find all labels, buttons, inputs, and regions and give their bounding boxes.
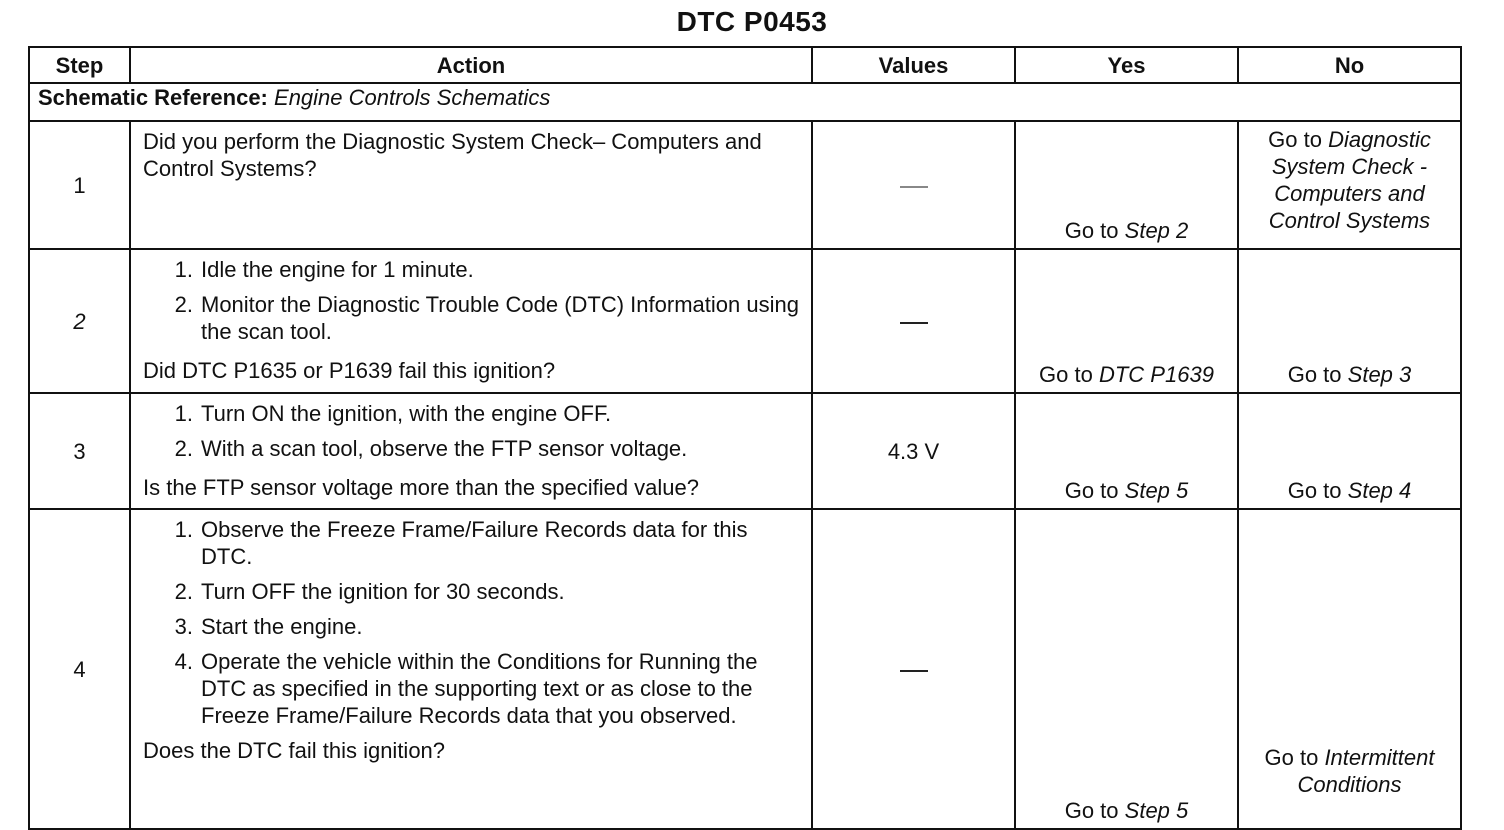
no-target: Intermittent Conditions [1297,745,1435,797]
step-number: 2 [29,249,130,393]
header-step: Step [29,47,130,83]
schematic-reference [29,83,1461,121]
schematic-reference-value: Engine Controls Schematics [274,85,551,110]
values-cell [812,249,1015,393]
list-item: 4. Operate the vehicle within the Conditions for Running the DTC as specified in the supporting text or as close to the Freeze Frame/Failure Records data that you observed. [174,649,758,728]
list-item: 3. Start the engine. [174,614,363,639]
table-row [29,393,1461,509]
list-item: 1. Observe the Freeze Frame/Failure Records data for this DTC. [174,517,748,569]
list-item: 1. Turn ON the ignition, with the engine OFF. [174,401,612,426]
action-question: Did DTC P1635 or P1639 fail this ignition? [143,358,556,383]
dash-icon [900,670,928,672]
dash-icon [900,322,928,324]
table-row [29,121,1461,249]
no-target: Step 4 [1347,478,1412,503]
values-cell: 4.3 V [812,393,1015,509]
action-cell [130,509,812,829]
no-prefix: Go to [1264,745,1319,770]
yes-target: DTC P1639 [1098,362,1214,387]
dash-icon [900,186,928,188]
header-yes: Yes [1015,47,1238,83]
yes-prefix: Go to [1064,218,1119,243]
header-row [29,47,1461,83]
step-number: 1 [29,121,130,249]
no-prefix: Go to [1287,362,1342,387]
action-question: Does the DTC fail this ignition? [143,738,446,763]
yes-prefix: Go to [1064,478,1119,503]
table-row [29,249,1461,393]
action-question: Is the FTP sensor voltage more than the specified value? [143,475,700,500]
action-steps [143,400,803,462]
header-no: No [1238,47,1461,83]
table-row [29,509,1461,829]
no-target: Diagnostic System Check - Computers and Control Systems [1268,127,1431,233]
action-question: Did you perform the Diagnostic System Check– Computers and Control Systems? [143,129,762,181]
no-target: Step 3 [1347,362,1412,387]
no-prefix: Go to [1287,478,1342,503]
list-item: 1. Idle the engine for 1 minute. [174,257,474,282]
yes-target: Step 5 [1124,798,1189,823]
schematic-reference-label: Schematic Reference: [38,85,268,110]
list-item: 2. With a scan tool, observe the FTP sensor voltage. [174,436,688,461]
list-item: 2. Monitor the Diagnostic Trouble Code (DTC) Information using the scan tool. [174,292,799,344]
diagnostic-table [28,46,1462,830]
header-action: Action [130,47,812,83]
page-title: DTC P0453 [676,6,828,37]
header-values: Values [812,47,1015,83]
action-cell [130,121,812,249]
values-cell [812,509,1015,829]
no-cell [1238,509,1461,829]
yes-target: Step 2 [1124,218,1189,243]
yes-cell [1015,249,1238,393]
values-cell [812,121,1015,249]
yes-prefix: Go to [1064,798,1119,823]
yes-prefix: Go to [1039,362,1093,387]
schematic-reference-row [29,83,1461,121]
action-cell [130,249,812,393]
no-prefix: Go to [1268,127,1322,152]
action-steps [143,516,803,729]
no-cell [1238,121,1461,249]
yes-cell [1015,121,1238,249]
action-cell [130,393,812,509]
yes-cell [1015,393,1238,509]
step-number: 4 [29,509,130,829]
action-steps [143,256,803,345]
yes-target: Step 5 [1124,478,1189,503]
list-item: 2. Turn OFF the ignition for 30 seconds. [174,579,565,604]
yes-cell [1015,509,1238,829]
no-cell [1238,393,1461,509]
no-cell [1238,249,1461,393]
step-number: 3 [29,393,130,509]
